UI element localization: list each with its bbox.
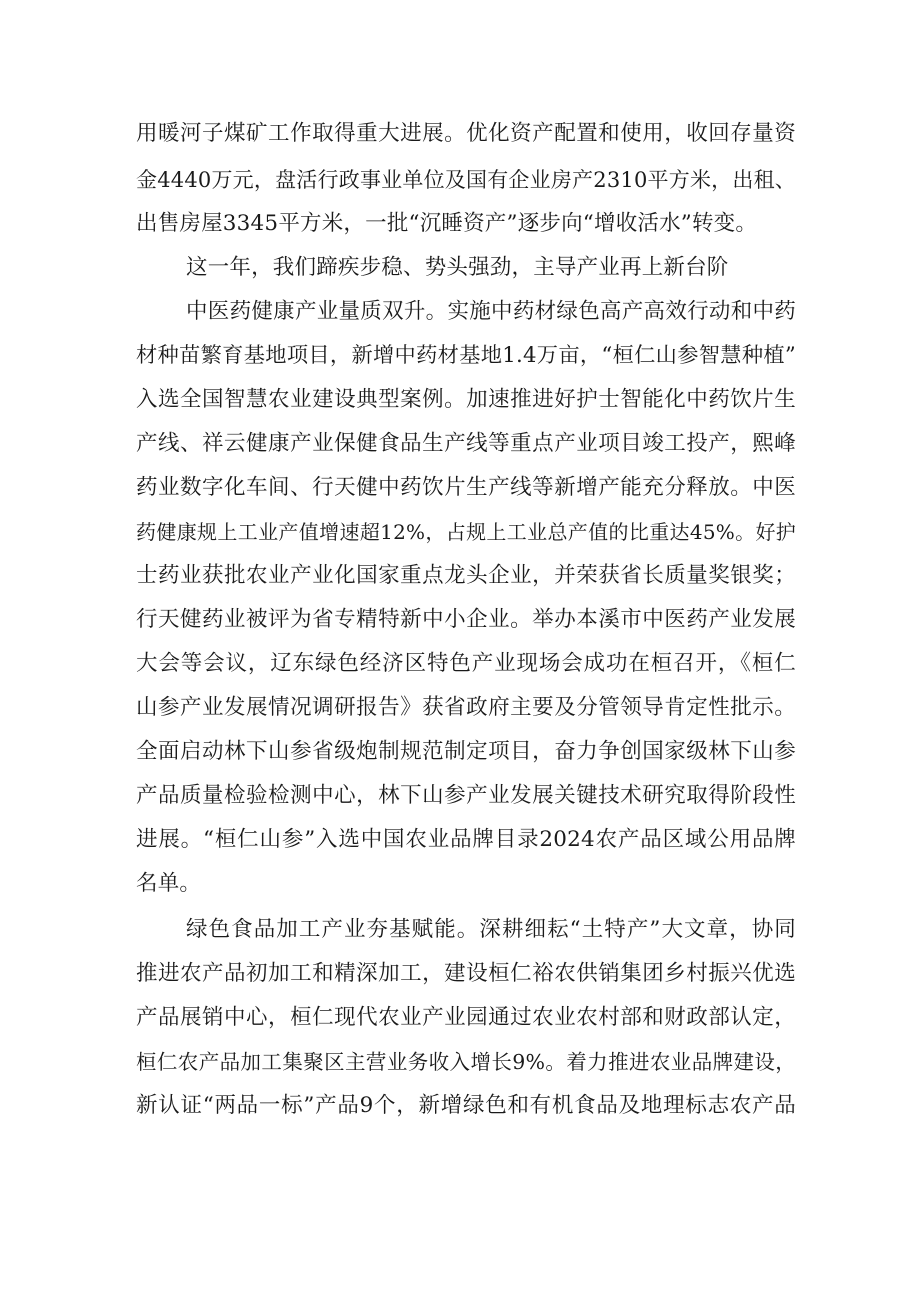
- text-line: 全面启动林下山参省级炮制规范制定项目，奋力争创国家级林下山参: [136, 739, 796, 764]
- text-line: 产品展销中心，桓仁现代农业产业园通过农业农村部和财政部认定，: [136, 1005, 796, 1030]
- text-line: 材种苗繁育基地项目，新增中药材基地1.4万亩，“桓仁山参智慧种植”: [136, 343, 796, 368]
- text-line: 入选全国智慧农业建设典型案例。加速推进好护士智能化中药饮片生: [136, 387, 796, 412]
- text-line: 产线、祥云健康产业保健食品生产线等重点产业项目竣工投产，熙峰: [136, 431, 796, 456]
- text-line: 士药业获批农业产业化国家重点龙头企业，并荣获省长质量奖银奖；: [136, 563, 796, 588]
- text-line: 大会等会议，辽东绿色经济区特色产业现场会成功在桓召开，《桓仁: [136, 651, 796, 676]
- section-heading: 这一年，我们蹄疾步稳、势头强劲，主导产业再上新台阶: [186, 255, 729, 280]
- text-line: 用暖河子煤矿工作取得重大进展。优化资产配置和使用，收回存量资: [136, 121, 796, 146]
- text-line: 药业数字化车间、行天健中药饮片生产线等新增产能充分释放。中医: [136, 475, 796, 500]
- text-line: 行天健药业被评为省专精特新中小企业。举办本溪市中医药产业发展: [136, 607, 796, 632]
- text-line: 药健康规上工业产值增速超12%，占规上工业总产值的比重达45%。好护: [136, 520, 796, 544]
- text-line: 名单。: [136, 871, 202, 896]
- text-line: 金4440万元，盘活行政事业单位及国有企业房产2310平方米，出租、: [136, 168, 796, 192]
- text-line: 山参产业发展情况调研报告》获省政府主要及分管领导肯定性批示。: [136, 695, 796, 720]
- text-line: 绿色食品加工产业夯基赋能。深耕细耘“土特产”大文章，协同: [186, 917, 796, 942]
- text-line: 中医药健康产业量质双升。实施中药材绿色高产高效行动和中药: [186, 299, 796, 324]
- text-line: 桓仁农产品加工集聚区主营业务收入增长9%。着力推进农业品牌建设，: [136, 1050, 796, 1074]
- text-line: 出售房屋3345平方米，一批“沉睡资产”逐步向“增收活水”转变。: [136, 211, 758, 236]
- text-line: 进展。“桓仁山参”入选中国农业品牌目录2024农产品区域公用品牌: [136, 827, 796, 852]
- text-line: 新认证“两品一标”产品9个，新增绿色和有机食品及地理标志农产品: [136, 1093, 796, 1118]
- text-line: 产品质量检验检测中心，林下山参产业发展关键技术研究取得阶段性: [136, 783, 796, 808]
- text-line: 推进农产品初加工和精深加工，建设桓仁裕农供销集团乡村振兴优选: [136, 961, 796, 986]
